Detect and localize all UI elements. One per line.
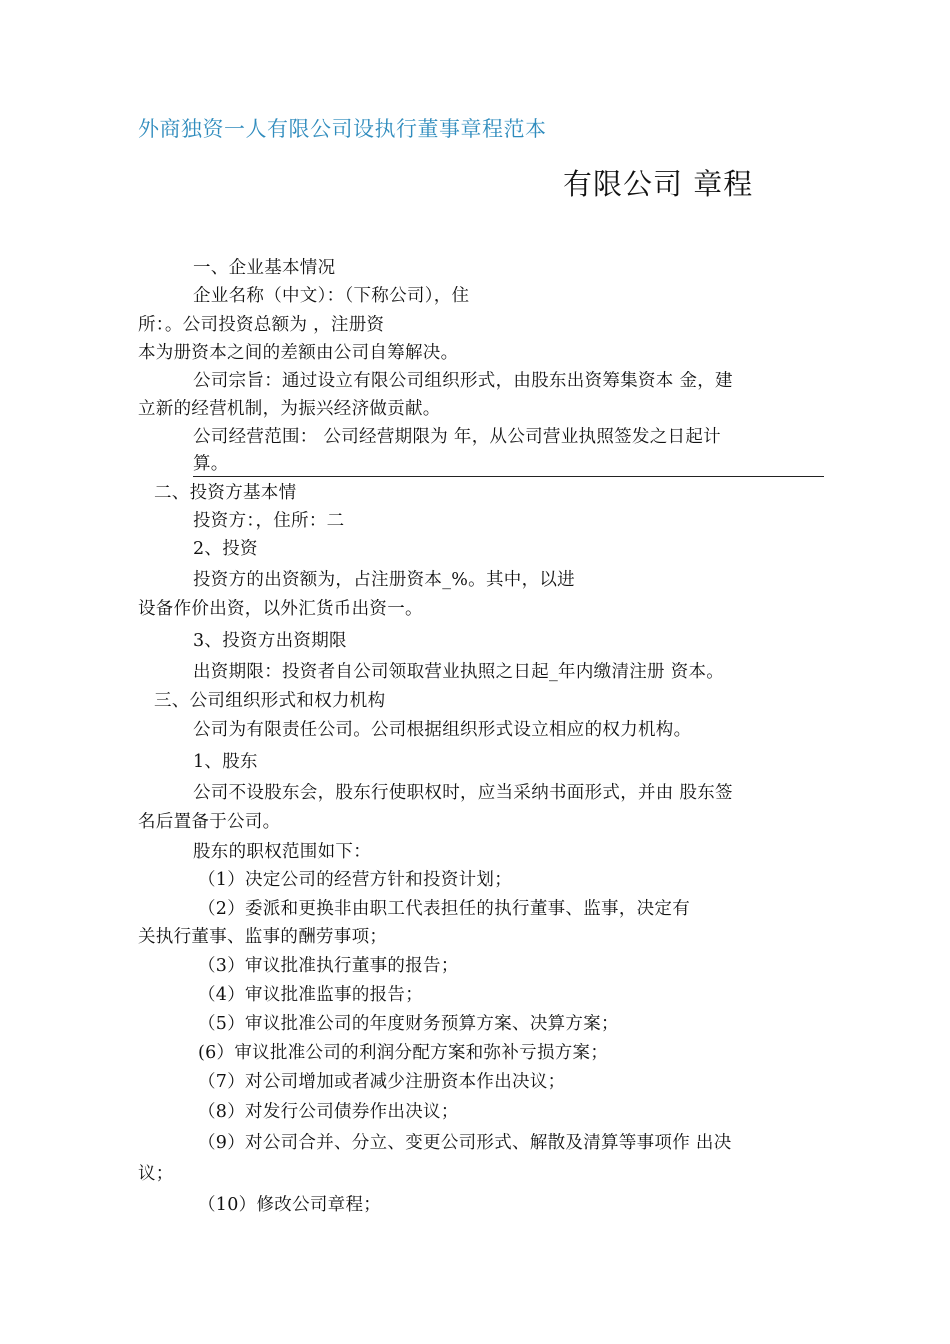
section-heading: 一、企业基本情况 [193, 258, 336, 278]
text-line: 算。 [193, 454, 229, 474]
text-line: 公司宗旨：通过设立有限公司组织形式，由股东出资筹集资本 金，建 [193, 371, 733, 391]
list-item: （5）审议批准公司的年度财务预算方案、决算方案； [198, 1014, 619, 1034]
subsection-heading: 1、股东 [193, 752, 258, 772]
list-item: （4）审议批准监事的报告； [198, 985, 424, 1005]
list-item: （8）对发行公司债券作出决议； [198, 1102, 459, 1122]
list-item: （2）委派和更换非由职工代表担任的执行董事、监事，决定有 [198, 899, 691, 919]
text-line: 所：。公司投资总额为 ，注册资 [138, 315, 385, 335]
text-line: 公司不设股东会，股东行使职权时，应当采纳书面形式，并由 股东签 [193, 783, 733, 803]
charter-subtitle: 有限公司 章程 [563, 167, 754, 201]
text-line: 立新的经营机制，为振兴经济做贡献。 [138, 399, 441, 419]
text-line: 出资期限：投资者自公司领取营业执照之日起_年内缴清注册 资本。 [193, 662, 725, 682]
list-item: 关执行董事、监事的酬劳事项； [138, 927, 388, 947]
text-line: 股东的职权范围如下： [193, 842, 371, 862]
text-line: 公司经营范围： 公司经营期限为 年，从公司营业执照签发之日起计 [193, 427, 721, 447]
text-line: 企业名称（中文）：（下称公司），住 [193, 286, 470, 306]
document-title: 外商独资一人有限公司设执行董事章程范本 [138, 117, 547, 141]
text-line: 投资方：，住所：二 [193, 511, 345, 531]
horizontal-rule [193, 476, 824, 477]
list-item: （9）对公司合并、分立、变更公司形式、解散及清算等事项作 出决 [198, 1133, 732, 1153]
list-item: （1）决定公司的经营方针和投资计划； [198, 870, 513, 890]
text-line: 公司为有限责任公司。公司根据组织形式设立相应的权力机构。 [193, 720, 692, 740]
subsection-heading: 2、投资 [193, 539, 258, 559]
text-line: 名后置备于公司。 [138, 812, 281, 832]
list-item: 议； [138, 1164, 174, 1184]
text-line: 投资方的出资额为，占注册资本_%。其中，以进 [193, 570, 575, 590]
list-item: （10）修改公司章程； [198, 1195, 382, 1215]
text-line: 设备作价出资，以外汇货币出资一。 [138, 599, 423, 619]
text-line: 本为册资本之间的差额由公司自筹解决。 [138, 343, 459, 363]
subsection-heading: 3、投资方出资期限 [193, 631, 347, 651]
list-item: (6）审议批准公司的利润分配方案和弥补亏损方案； [198, 1043, 609, 1063]
list-item: （7）对公司增加或者减少注册资本作出决议； [198, 1072, 566, 1092]
list-item: （3）审议批准执行董事的报告； [198, 956, 459, 976]
section-heading: 二、投资方基本情 [154, 483, 297, 503]
section-heading: 三、公司组织形式和权力机构 [154, 691, 386, 711]
